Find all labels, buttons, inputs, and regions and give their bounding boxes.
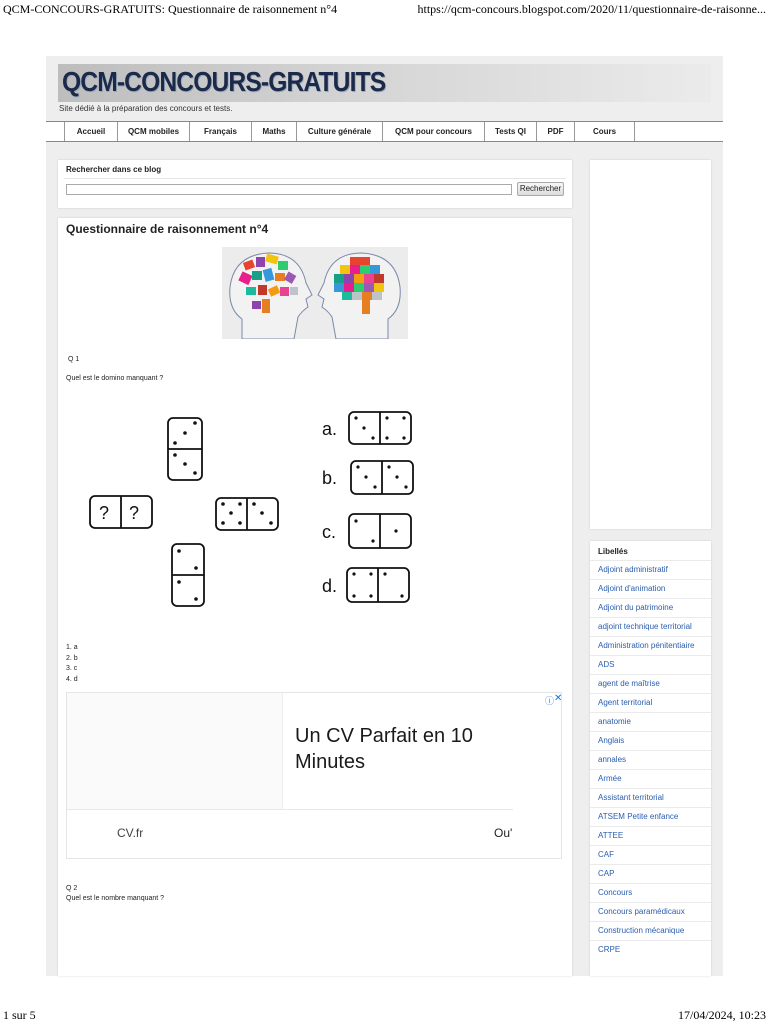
label-link[interactable]: anatomie bbox=[590, 712, 711, 731]
blog-header bbox=[58, 64, 711, 102]
label-link[interactable]: ATTEE bbox=[590, 826, 711, 845]
question-2-label: Q 2 bbox=[66, 885, 78, 892]
domino-question-mark: ? bbox=[99, 503, 110, 523]
option-letter-b: b. bbox=[322, 468, 338, 488]
ad-brand[interactable]: CV.fr bbox=[117, 826, 144, 840]
label-link[interactable]: agent de maîtrise bbox=[590, 674, 711, 693]
answer-option-b[interactable]: 2. b bbox=[66, 654, 78, 662]
option-letter-a: a. bbox=[322, 419, 338, 439]
brain-puzzle-image bbox=[222, 247, 408, 339]
blog-description: Site dédié à la préparation des concours et tests. bbox=[59, 104, 233, 113]
print-page-title: QCM-CONCOURS-GRATUITS: Questionnaire de raisonnement n°4 bbox=[3, 2, 338, 16]
label-link[interactable]: annales bbox=[590, 750, 711, 769]
label-link[interactable]: Anglais bbox=[590, 731, 711, 750]
ad-cta-button[interactable]: Ou' bbox=[494, 826, 513, 840]
nav-item-culture-generale[interactable]: Culture générale bbox=[297, 122, 383, 141]
domino-question-mark: ? bbox=[129, 503, 140, 523]
label-link[interactable]: Armée bbox=[590, 769, 711, 788]
print-page-count: 1 sur 5 bbox=[3, 1008, 36, 1022]
adchoices-icon[interactable]: ⓘ bbox=[545, 696, 555, 706]
question-2-text: Quel est le nombre manquant ? bbox=[66, 895, 165, 902]
nav-item-qcm-mobiles[interactable]: QCM mobiles bbox=[118, 122, 190, 141]
label-link[interactable]: ADS bbox=[590, 655, 711, 674]
domino-puzzle-figure bbox=[86, 402, 416, 614]
label-link[interactable]: Concours bbox=[590, 883, 711, 902]
nav-item-maths[interactable]: Maths bbox=[252, 122, 297, 141]
ad-image-area bbox=[67, 693, 283, 809]
print-header bbox=[0, 0, 768, 20]
print-footer bbox=[0, 1008, 768, 1024]
print-timestamp: 17/04/2024, 10:23 bbox=[677, 1008, 766, 1022]
print-page-url: https://qcm-concours.blogspot.com/2020/11/questionnaire-de-raisonne... bbox=[417, 2, 766, 16]
answer-option-a[interactable]: 1. a bbox=[66, 644, 78, 651]
label-link[interactable]: ATSEM Petite enfance bbox=[590, 807, 711, 826]
search-button[interactable]: Rechercher bbox=[517, 182, 564, 196]
label-link[interactable]: Agent territorial bbox=[590, 693, 711, 712]
search-widget bbox=[58, 160, 572, 208]
main-nav bbox=[46, 121, 723, 142]
ad-banner[interactable] bbox=[66, 692, 562, 859]
question-1-options bbox=[66, 643, 78, 685]
label-link[interactable]: CAF bbox=[590, 845, 711, 864]
answer-option-c[interactable]: 3. c bbox=[66, 665, 78, 672]
option-letter-d: d. bbox=[322, 576, 338, 596]
answer-option-d[interactable]: 4. d bbox=[66, 675, 78, 683]
label-link[interactable]: Adjoint administratif bbox=[590, 560, 711, 579]
nav-item-francais[interactable]: Français bbox=[190, 122, 252, 141]
question-1-label: Q 1 bbox=[68, 356, 80, 363]
nav-item-accueil[interactable]: Accueil bbox=[65, 122, 118, 141]
ad-separator bbox=[67, 809, 513, 810]
search-input[interactable] bbox=[66, 184, 512, 195]
label-link[interactable]: Assistant territorial bbox=[590, 788, 711, 807]
blog-title[interactable]: QCM-CONCOURS-GRATUITS bbox=[62, 66, 386, 97]
nav-item-pdf[interactable]: PDF bbox=[537, 122, 575, 141]
nav-item-tests-qi[interactable]: Tests QI bbox=[485, 122, 537, 141]
ad-headline[interactable]: Un CV Parfait en 10 Minutes bbox=[295, 725, 473, 773]
label-list bbox=[590, 560, 711, 959]
question-1-text: Quel est le domino manquant ? bbox=[66, 375, 164, 382]
post-title[interactable]: Questionnaire de raisonnement n°4 bbox=[66, 222, 269, 236]
option-letter-c: c. bbox=[322, 522, 337, 542]
nav-item-qcm-pour-concours[interactable]: QCM pour concours bbox=[383, 122, 485, 141]
label-link[interactable]: Adjoint d'animation bbox=[590, 579, 711, 598]
close-icon[interactable]: ✕ bbox=[554, 693, 563, 704]
post bbox=[58, 218, 572, 976]
label-link[interactable]: Adjoint du patrimoine bbox=[590, 598, 711, 617]
label-link[interactable]: Construction mécanique bbox=[590, 921, 711, 940]
label-link[interactable]: adjoint technique territorial bbox=[590, 617, 711, 636]
labels-title: Libellés bbox=[598, 547, 628, 556]
nav-item-cours[interactable]: Cours bbox=[575, 122, 635, 141]
search-widget-title: Rechercher dans ce blog bbox=[66, 165, 162, 174]
labels-widget bbox=[590, 541, 711, 976]
label-link[interactable]: CAP bbox=[590, 864, 711, 883]
label-link[interactable]: Administration pénitentiaire bbox=[590, 636, 711, 655]
search-divider bbox=[64, 178, 566, 179]
label-link[interactable]: CRPE bbox=[590, 940, 711, 959]
label-link[interactable]: Concours paramédicaux bbox=[590, 902, 711, 921]
sidebar-ad-slot bbox=[590, 160, 711, 529]
